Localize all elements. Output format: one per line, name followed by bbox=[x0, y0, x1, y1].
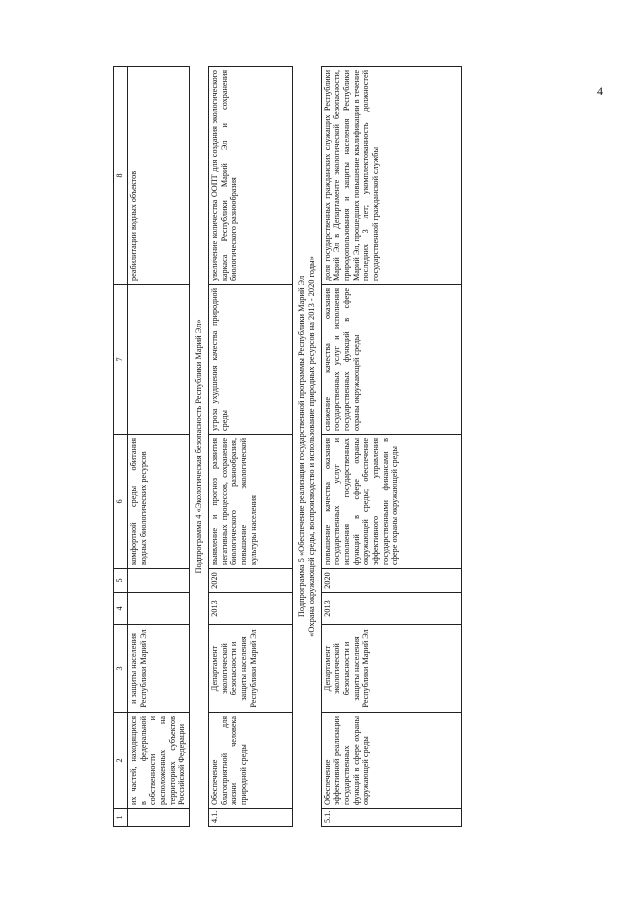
cell-num bbox=[128, 809, 190, 827]
landscape-content bbox=[113, 67, 543, 827]
header-col-3: 3 bbox=[114, 625, 128, 713]
header-col-8: 8 bbox=[114, 67, 128, 285]
cell-indicator: увеличение количества ООПТ для создания экологического каркаса Республики Марий Эл и сохранения биологического разнообразия bbox=[208, 67, 292, 285]
subprogram-5-title bbox=[292, 67, 321, 827]
subprogram-4-title: Подпрограмма 4 «Экологическая безопасность Республики Марий Эл» bbox=[190, 67, 209, 827]
cell-start bbox=[128, 593, 190, 625]
header-col-1: 1 bbox=[114, 809, 128, 827]
cell-indicator: реабилитации водных объектов bbox=[128, 67, 190, 285]
cell-start: 2013 bbox=[208, 593, 292, 625]
cell-measure: Обеспечение благоприятной для жизни человека природной среды bbox=[208, 713, 292, 809]
subprogram-5-heading-row bbox=[292, 67, 321, 827]
subprogram-5-title-line-1: Подпрограмма 5 «Обеспечение реализации государственной программы Республики Марий Эл bbox=[296, 275, 306, 618]
page-number: 4 bbox=[597, 84, 603, 98]
cell-consequences: снижение качества оказания государственных услуг и исполнения государственных функций в сфере охраны окружающей среды bbox=[321, 285, 461, 435]
cell-measure: их частей, находящихся в федеральной собственности и расположенных на территориях субъектов Российской Федерации bbox=[128, 713, 190, 809]
cell-result: повышение качества оказания государственных услуг и исполнения государственных функций в сфере охраны окружающей среды; обеспечение эффективного управления государственными финансами в сфере охраны окружающей среды bbox=[321, 435, 461, 569]
cell-num: 4.1. bbox=[208, 809, 292, 827]
cell-executor: Департамент экологической безопасности и защиты населения Республики Марий Эл bbox=[208, 625, 292, 713]
measures-table bbox=[113, 66, 462, 827]
cell-end bbox=[128, 569, 190, 593]
header-row bbox=[114, 67, 128, 827]
cell-executor: Департамент экологической безопасности и защиты населения Республики Марий Эл bbox=[321, 625, 461, 713]
cell-result: выявление и прогноз развития негативных процессов, сохранение биологического разнообразия, повышение экологической культуры населения bbox=[208, 435, 292, 569]
table-row bbox=[321, 67, 461, 827]
header-col-2: 2 bbox=[114, 713, 128, 809]
subprogram-5-title-line-2: «Охрана окружающей среды, воспроизводство и использование природных ресурсов на 2013 - 2020 годы» bbox=[306, 256, 316, 637]
subprogram-4-heading-row bbox=[190, 67, 209, 827]
cell-executor: и защиты населения Республики Марий Эл bbox=[128, 625, 190, 713]
header-col-7: 7 bbox=[114, 285, 128, 435]
cell-end: 2020 bbox=[321, 569, 461, 593]
cell-start: 2013 bbox=[321, 593, 461, 625]
cell-measure: Обеспечение эффективной реализации государственных функций в сфере охраны окружающей среды bbox=[321, 713, 461, 809]
header-col-5: 5 bbox=[114, 569, 128, 593]
cell-consequences bbox=[128, 285, 190, 435]
cell-num: 5.1. bbox=[321, 809, 461, 827]
table-row bbox=[208, 67, 292, 827]
cell-consequences: угроза ухудшения качества природной среды bbox=[208, 285, 292, 435]
header-col-6: 6 bbox=[114, 435, 128, 569]
cell-result: комфортной среды обитания водных биологических ресурсов bbox=[128, 435, 190, 569]
header-col-4: 4 bbox=[114, 593, 128, 625]
cell-indicator: доля государственных гражданских служащих Республики Марий Эл в Департаменте экологической безопасности, природопользования и защиты населения Республики Марий Эл, прошедших повышение квалификации в течение последних 3 лет; укомплектованность должностей государственной гражданской службы bbox=[321, 67, 461, 285]
table-row bbox=[128, 67, 190, 827]
cell-end: 2020 bbox=[208, 569, 292, 593]
